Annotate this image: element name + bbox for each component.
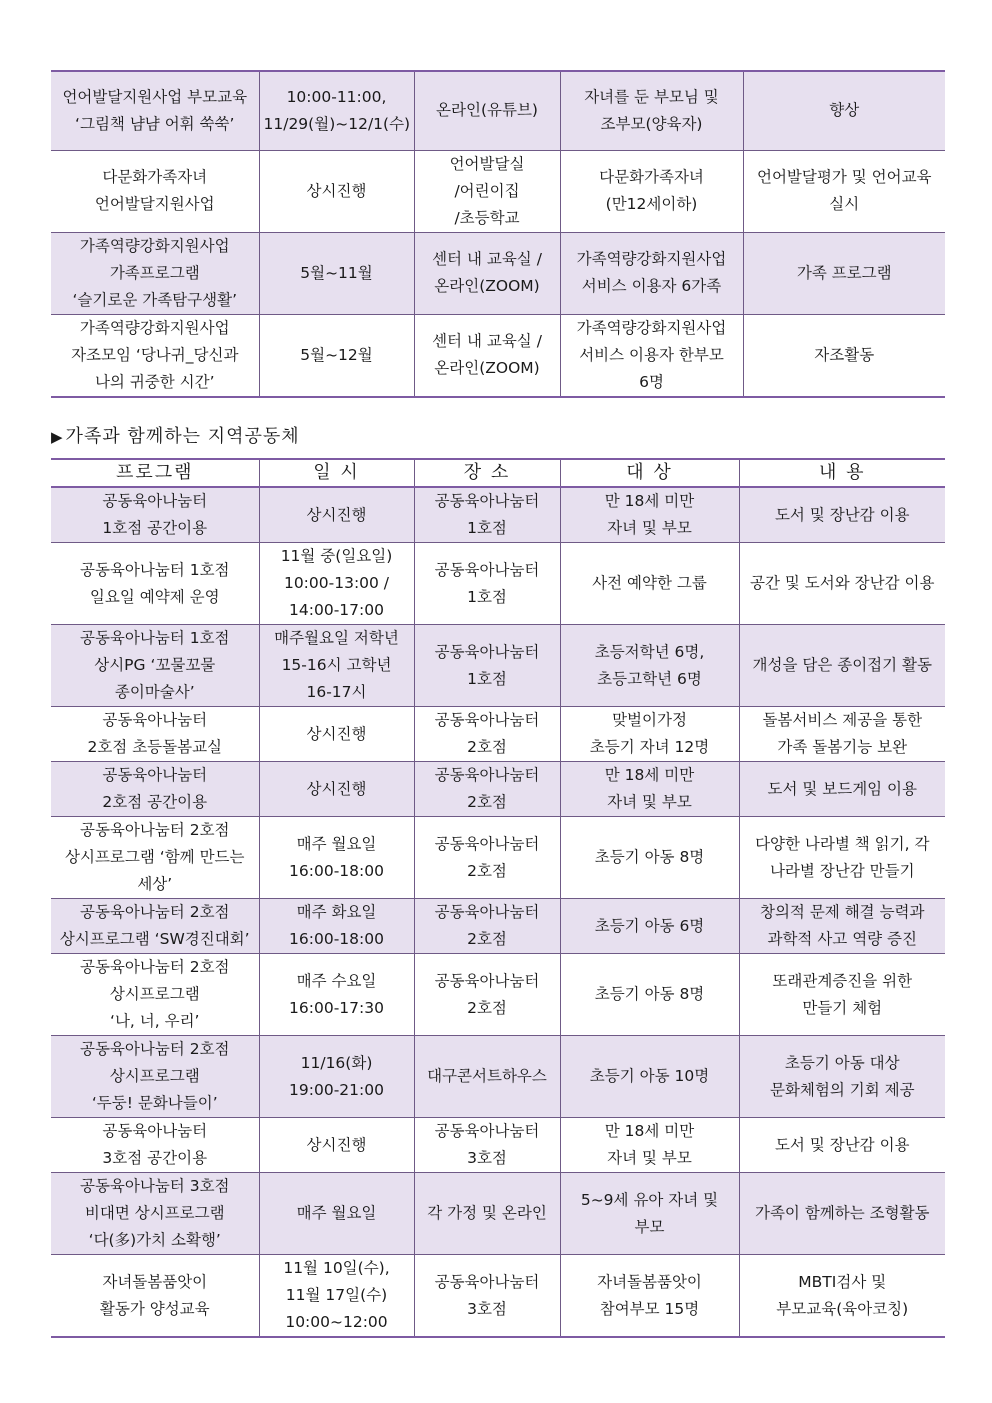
table-row xyxy=(51,954,945,1036)
cell-target: 만 18세 미만 자녀 및 부모 xyxy=(560,1118,739,1173)
cell-datetime: 11월 중(일요일) 10:00-13:00 / 14:00-17:00 xyxy=(259,543,414,625)
table-header-row xyxy=(51,459,945,487)
cell-location: 대구콘서트하우스 xyxy=(414,1036,560,1118)
cell-datetime: 매주 화요일 16:00-18:00 xyxy=(259,899,414,954)
header-target: 대 상 xyxy=(560,459,739,487)
header-datetime: 일 시 xyxy=(259,459,414,487)
table-row xyxy=(51,707,945,762)
cell-program: 공동육아나눔터 2호점 초등돌봄교실 xyxy=(51,707,259,762)
cell-location: 공동육아나눔터 2호점 xyxy=(414,954,560,1036)
cell-datetime: 매주 월요일 xyxy=(259,1173,414,1255)
table-row xyxy=(51,232,945,314)
community-program-table xyxy=(51,458,945,1338)
cell-program: 자녀돌봄품앗이 활동가 양성교육 xyxy=(51,1255,259,1338)
cell-content: 가족이 함께하는 조형활동 xyxy=(739,1173,945,1255)
cell-location: 공동육아나눔터 1호점 xyxy=(414,487,560,543)
cell-location: 공동육아나눔터 1호점 xyxy=(414,625,560,707)
program-table-top xyxy=(51,70,945,398)
cell-content: 또래관계증진을 위한 만들기 체험 xyxy=(739,954,945,1036)
cell-target: 맞벌이가정 초등기 자녀 12명 xyxy=(560,707,739,762)
cell-program: 공동육아나눔터 1호점 공간이용 xyxy=(51,487,259,543)
cell-datetime: 매주 수요일 16:00-17:30 xyxy=(259,954,414,1036)
cell-datetime: 5월~11월 xyxy=(259,232,414,314)
cell-target: 가족역량강화지원사업 서비스 이용자 6가족 xyxy=(560,232,743,314)
table-row xyxy=(51,1118,945,1173)
cell-content: 도서 및 장난감 이용 xyxy=(739,1118,945,1173)
cell-program: 공동육아나눔터 1호점 상시PG ‘꼬물꼬물 종이마술사’ xyxy=(51,625,259,707)
cell-datetime: 10:00-11:00, 11/29(월)~12/1(수) xyxy=(259,71,414,150)
cell-location: 센터 내 교육실 / 온라인(ZOOM) xyxy=(414,314,560,397)
cell-content: 돌봄서비스 제공을 통한 가족 돌봄기능 보완 xyxy=(739,707,945,762)
cell-content: 공간 및 도서와 장난감 이용 xyxy=(739,543,945,625)
cell-target: 초등기 아동 8명 xyxy=(560,954,739,1036)
cell-content: 도서 및 장난감 이용 xyxy=(739,487,945,543)
table-row xyxy=(51,1036,945,1118)
table-row xyxy=(51,1255,945,1338)
cell-location: 공동육아나눔터 2호점 xyxy=(414,762,560,817)
table-row xyxy=(51,150,945,232)
cell-datetime: 11/16(화) 19:00-21:00 xyxy=(259,1036,414,1118)
cell-location: 온라인(유튜브) xyxy=(414,71,560,150)
cell-program: 공동육아나눔터 2호점 공간이용 xyxy=(51,762,259,817)
cell-datetime: 상시진행 xyxy=(259,762,414,817)
cell-location: 공동육아나눔터 2호점 xyxy=(414,707,560,762)
cell-target: 다문화가족자녀 (만12세이하) xyxy=(560,150,743,232)
table-row xyxy=(51,487,945,543)
cell-datetime: 매주월요일 저학년 15-16시 고학년 16-17시 xyxy=(259,625,414,707)
cell-program: 공동육아나눔터 1호점 일요일 예약제 운영 xyxy=(51,543,259,625)
cell-program: 가족역량강화지원사업 가족프로그램 ‘슬기로운 가족탐구생활’ xyxy=(51,232,259,314)
cell-target: 가족역량강화지원사업 서비스 이용자 한부모 6명 xyxy=(560,314,743,397)
table-row xyxy=(51,625,945,707)
cell-program: 공동육아나눔터 2호점 상시프로그램 ‘두둥! 문화나들이’ xyxy=(51,1036,259,1118)
cell-target: 만 18세 미만 자녀 및 부모 xyxy=(560,487,739,543)
table-row xyxy=(51,762,945,817)
cell-datetime: 상시진행 xyxy=(259,1118,414,1173)
cell-target: 자녀를 둔 부모님 및 조부모(양육자) xyxy=(560,71,743,150)
header-location: 장 소 xyxy=(414,459,560,487)
cell-location: 공동육아나눔터 2호점 xyxy=(414,817,560,899)
cell-location: 공동육아나눔터 3호점 xyxy=(414,1255,560,1338)
cell-target: 초등기 아동 8명 xyxy=(560,817,739,899)
table-row xyxy=(51,1173,945,1255)
header-program: 프로그램 xyxy=(51,459,259,487)
cell-content: 개성을 담은 종이접기 활동 xyxy=(739,625,945,707)
cell-content: 창의적 문제 해결 능력과 과학적 사고 역량 증진 xyxy=(739,899,945,954)
cell-program: 공동육아나눔터 3호점 비대면 상시프로그램 ‘다(多)가치 소확행’ xyxy=(51,1173,259,1255)
cell-program: 가족역량강화지원사업 자조모임 ‘당나귀_당신과 나의 귀중한 시간’ xyxy=(51,314,259,397)
section-heading xyxy=(51,424,300,450)
cell-location: 센터 내 교육실 / 온라인(ZOOM) xyxy=(414,232,560,314)
cell-program: 언어발달지원사업 부모교육 ‘그림책 냠냠 어휘 쑥쑥’ xyxy=(51,71,259,150)
cell-program: 공동육아나눔터 3호점 공간이용 xyxy=(51,1118,259,1173)
table-row xyxy=(51,899,945,954)
cell-content: 언어발달평가 및 언어교육 실시 xyxy=(743,150,945,232)
cell-location: 공동육아나눔터 2호점 xyxy=(414,899,560,954)
cell-content: MBTI검사 및 부모교육(육아코칭) xyxy=(739,1255,945,1338)
cell-location: 각 가정 및 온라인 xyxy=(414,1173,560,1255)
header-content: 내 용 xyxy=(739,459,945,487)
triangle-right-icon: ▶ xyxy=(51,428,64,446)
cell-program: 다문화가족자녀 언어발달지원사업 xyxy=(51,150,259,232)
cell-datetime: 상시진행 xyxy=(259,707,414,762)
table-row xyxy=(51,817,945,899)
cell-location: 공동육아나눔터 3호점 xyxy=(414,1118,560,1173)
cell-target: 초등기 아동 6명 xyxy=(560,899,739,954)
table-row xyxy=(51,543,945,625)
cell-program: 공동육아나눔터 2호점 상시프로그램 ‘나, 너, 우리’ xyxy=(51,954,259,1036)
cell-datetime: 매주 월요일 16:00-18:00 xyxy=(259,817,414,899)
cell-program: 공동육아나눔터 2호점 상시프로그램 ‘SW경진대회’ xyxy=(51,899,259,954)
cell-content: 도서 및 보드게임 이용 xyxy=(739,762,945,817)
cell-location: 언어발달실 /어린이집 /초등학교 xyxy=(414,150,560,232)
cell-datetime: 상시진행 xyxy=(259,487,414,543)
cell-target: 5~9세 유아 자녀 및 부모 xyxy=(560,1173,739,1255)
cell-datetime: 11월 10일(수), 11월 17일(수) 10:00~12:00 xyxy=(259,1255,414,1338)
cell-content: 가족 프로그램 xyxy=(743,232,945,314)
table-row xyxy=(51,71,945,150)
cell-target: 초등저학년 6명, 초등고학년 6명 xyxy=(560,625,739,707)
cell-content: 자조활동 xyxy=(743,314,945,397)
cell-target: 만 18세 미만 자녀 및 부모 xyxy=(560,762,739,817)
cell-target: 자녀돌봄품앗이 참여부모 15명 xyxy=(560,1255,739,1338)
cell-target: 초등기 아동 10명 xyxy=(560,1036,739,1118)
table-row xyxy=(51,314,945,397)
cell-program: 공동육아나눔터 2호점 상시프로그램 ‘함께 만드는 세상’ xyxy=(51,817,259,899)
section-title-text: 가족과 함께하는 지역공동체 xyxy=(65,426,300,447)
cell-datetime: 5월~12월 xyxy=(259,314,414,397)
cell-target: 사전 예약한 그룹 xyxy=(560,543,739,625)
cell-content: 향상 xyxy=(743,71,945,150)
cell-content: 다양한 나라별 책 읽기, 각 나라별 장난감 만들기 xyxy=(739,817,945,899)
cell-datetime: 상시진행 xyxy=(259,150,414,232)
cell-content: 초등기 아동 대상 문화체험의 기회 제공 xyxy=(739,1036,945,1118)
cell-location: 공동육아나눔터 1호점 xyxy=(414,543,560,625)
